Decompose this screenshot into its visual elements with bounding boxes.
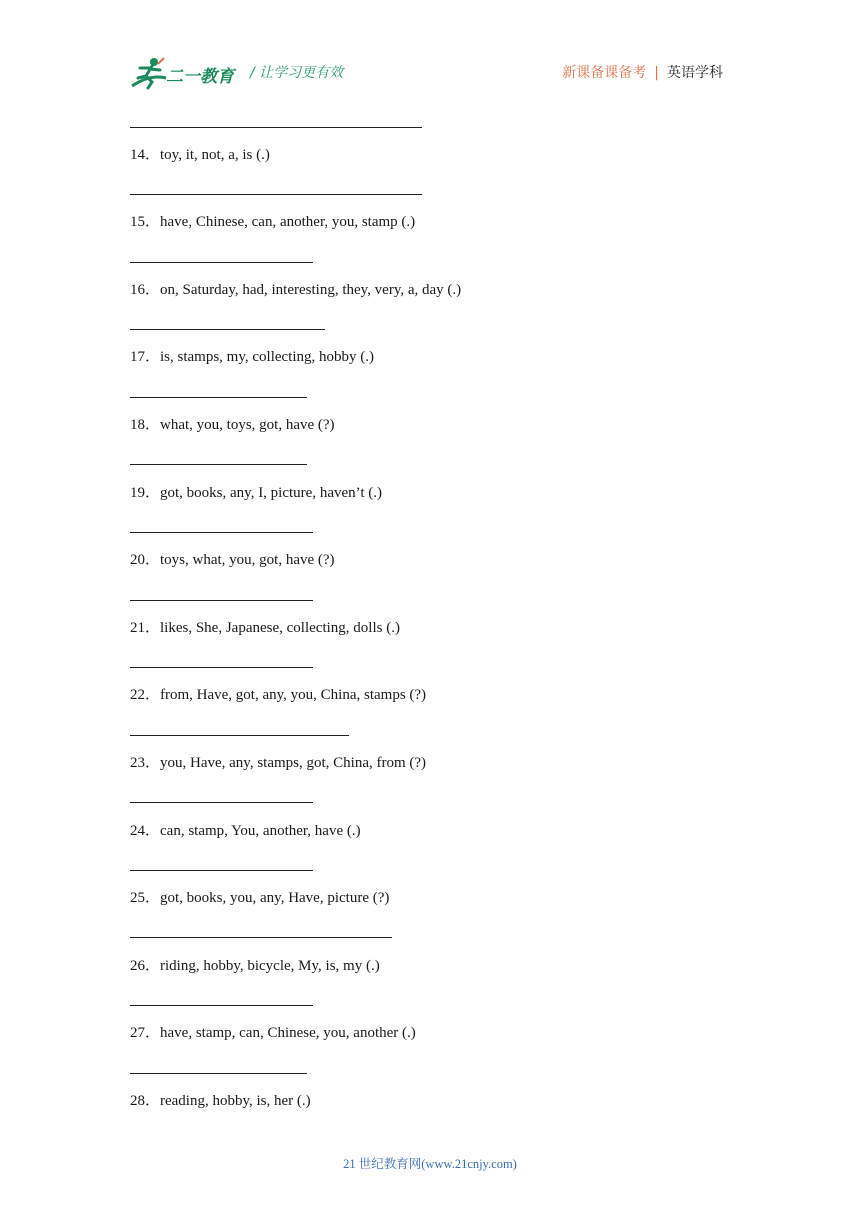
subject-label: 英语学科 <box>667 65 723 81</box>
answer-line-20[interactable] <box>130 600 313 601</box>
header-separator: | <box>654 65 659 81</box>
header-right <box>562 62 723 82</box>
slogan: / 让学习更有效 <box>250 65 344 81</box>
question-17: 17．is, stamps, my, collecting, hobby (.) <box>130 349 374 365</box>
question-19: 19．got, books, any, I, picture, haven’t (.) <box>130 485 383 501</box>
question-24: 24．can, stamp, You, another, have (.) <box>130 823 361 839</box>
question-27: 27．have, stamp, can, Chinese, you, another (.) <box>130 1025 416 1041</box>
answer-line-14[interactable] <box>130 194 422 195</box>
answer-line-27[interactable] <box>130 1073 307 1074</box>
answer-line-23[interactable] <box>130 802 313 803</box>
question-23: 23．you, Have, any, stamps, got, China, from (?) <box>130 755 427 771</box>
answer-line-21[interactable] <box>130 667 313 668</box>
answer-line-17[interactable] <box>130 397 307 398</box>
answer-line-26[interactable] <box>130 1005 313 1006</box>
answer-line-13[interactable] <box>130 127 422 128</box>
answer-line-19[interactable] <box>130 532 313 533</box>
question-26: 26．riding, hobby, bicycle, My, is, my (.) <box>130 958 380 974</box>
question-28: 28．reading, hobby, is, her (.) <box>130 1093 311 1109</box>
question-16: 16．on, Saturday, had, interesting, they, very, a, day (.) <box>130 282 462 298</box>
question-18: 18．what, you, toys, got, have (?) <box>130 417 335 433</box>
answer-line-16[interactable] <box>130 329 325 330</box>
answer-line-24[interactable] <box>130 870 313 871</box>
question-25: 25．got, books, you, any, Have, picture (?) <box>130 890 390 906</box>
question-21: 21．likes, She, Japanese, collecting, dolls (.) <box>130 620 400 636</box>
question-20: 20．toys, what, you, got, have (?) <box>130 552 335 568</box>
page-header <box>0 0 860 100</box>
answer-line-25[interactable] <box>130 937 392 938</box>
answer-line-18[interactable] <box>130 464 307 465</box>
question-15: 15．have, Chinese, can, another, you, stamp (.) <box>130 214 416 230</box>
logo-text: 二一教育 <box>166 67 234 87</box>
question-14: 14．toy, it, not, a, is (.) <box>130 147 270 163</box>
question-22: 22．from, Have, got, any, you, China, stamps (?) <box>130 687 427 703</box>
answer-line-15[interactable] <box>130 262 313 263</box>
answer-line-22[interactable] <box>130 735 349 736</box>
page-footer: 21 世纪教育网(www.21cnjy.com) <box>343 1157 517 1171</box>
brand-label: 新课备课备考 <box>562 65 647 81</box>
